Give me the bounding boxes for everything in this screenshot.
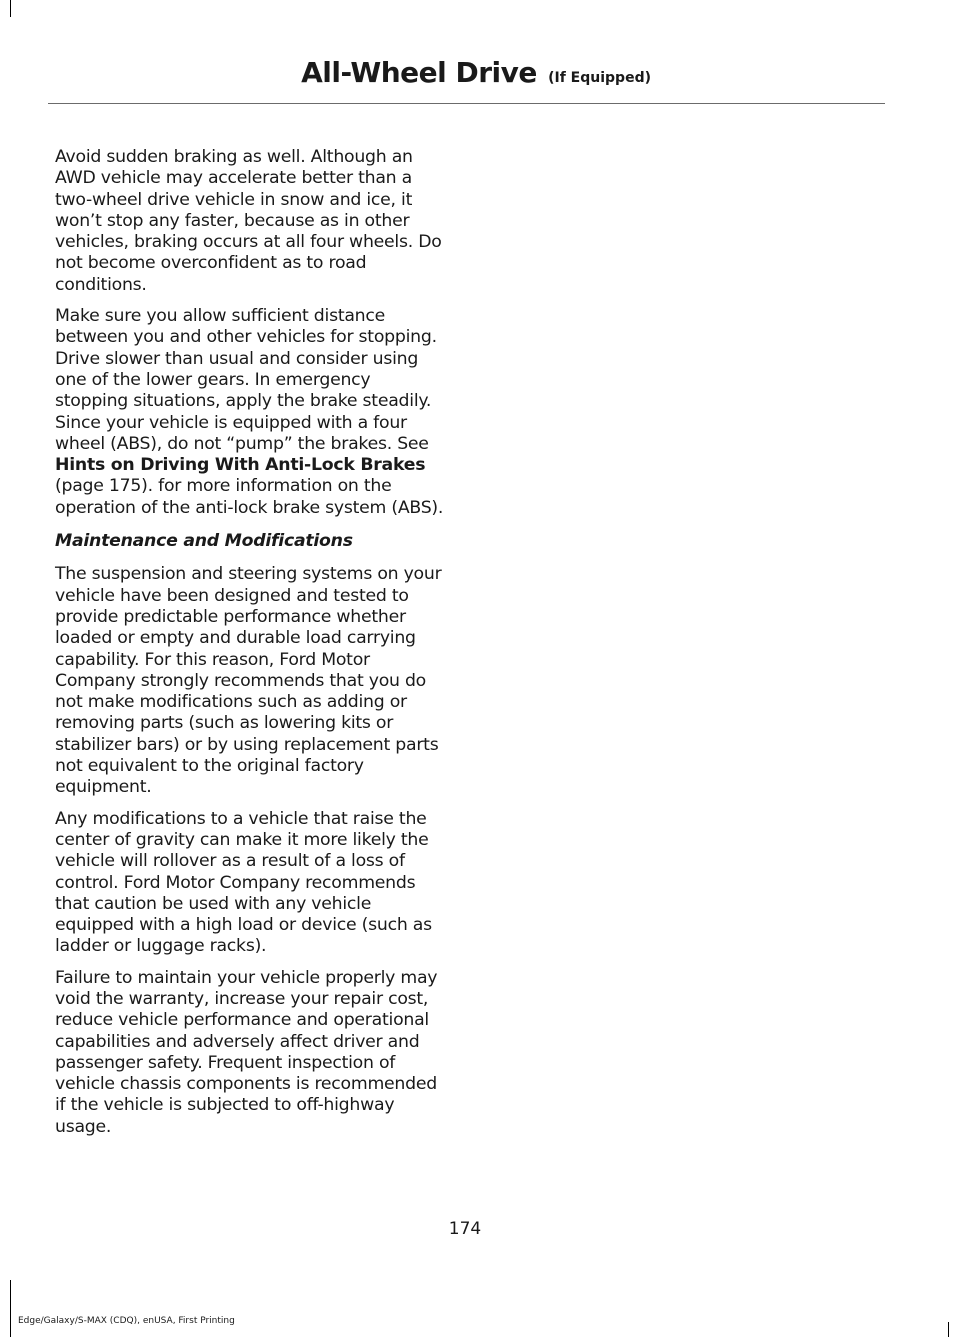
paragraph-suspension: The suspension and steering systems on your vehicle have been designed and tested to provide predictable performance whether loaded or empty and durable load carrying capability. For this reason, Ford Motor Company strongly recommends that you do not make modifications such as adding or removing parts (such as lowering kits or stabilizer bars) or by using replacement parts not equivalent to the original factory equipment. [55,564,442,798]
paragraph-maintenance: Failure to maintain your vehicle properly may void the warranty, increase your repair cost, reduce vehicle performance and operational capabilities and adversely affect driver and passenger safety. Frequent inspection of vehicle chassis components is recommended if the vehicle is subjected to off-highway usage. [55,967,438,1137]
chapter-qualifier: (If Equipped) [548,70,651,86]
page-number: 174 [448,1219,482,1239]
edition-footer: Edge/Galaxy/S-MAX (CDQ), enUSA, First Printing [18,1316,235,1326]
chapter-title: All-Wheel Drive [301,56,537,89]
paragraph-stopping-distance [55,306,447,519]
crop-mark-bottom-right [948,1322,949,1337]
paragraph-sudden-braking: Avoid sudden braking as well. Although an AWD vehicle may accelerate better than a two-wheel drive vehicle in snow and ice, it won’t stop any faster, because as in other vehicles, braking occurs at all four wheels. Do not become overconfident as to road conditions. [55,147,442,295]
body-text [55,147,447,1148]
paragraph-stopping-text: Make sure you allow sufficient distance between you and other vehicles for stopping. Drive slower than usual and consider using one of the lower gears. In emergency stopping situations, apply the brake steadily. Since your vehicle is equipped with a four wheel (ABS), do not “pump” the brakes. See [55,306,437,454]
section-heading: Maintenance and Modifications [55,531,353,552]
crop-mark-top-left [10,0,11,17]
header-divider [48,103,885,104]
crop-mark-bottom-left [10,1280,11,1337]
page-header [301,56,651,89]
cross-reference-link[interactable]: Hints on Driving With Anti-Lock Brakes [55,455,426,476]
paragraph-modifications: Any modifications to a vehicle that raise the center of gravity can make it more likely the vehicle will rollover as a result of a loss of control. Ford Motor Company recommends that caution be used with any vehicle equipped with a high load or device (such as ladder or luggage racks). [55,808,432,957]
paragraph-stopping-text-end: (page 175). for more information on the operation of the anti-lock brake system (ABS). [55,476,444,518]
